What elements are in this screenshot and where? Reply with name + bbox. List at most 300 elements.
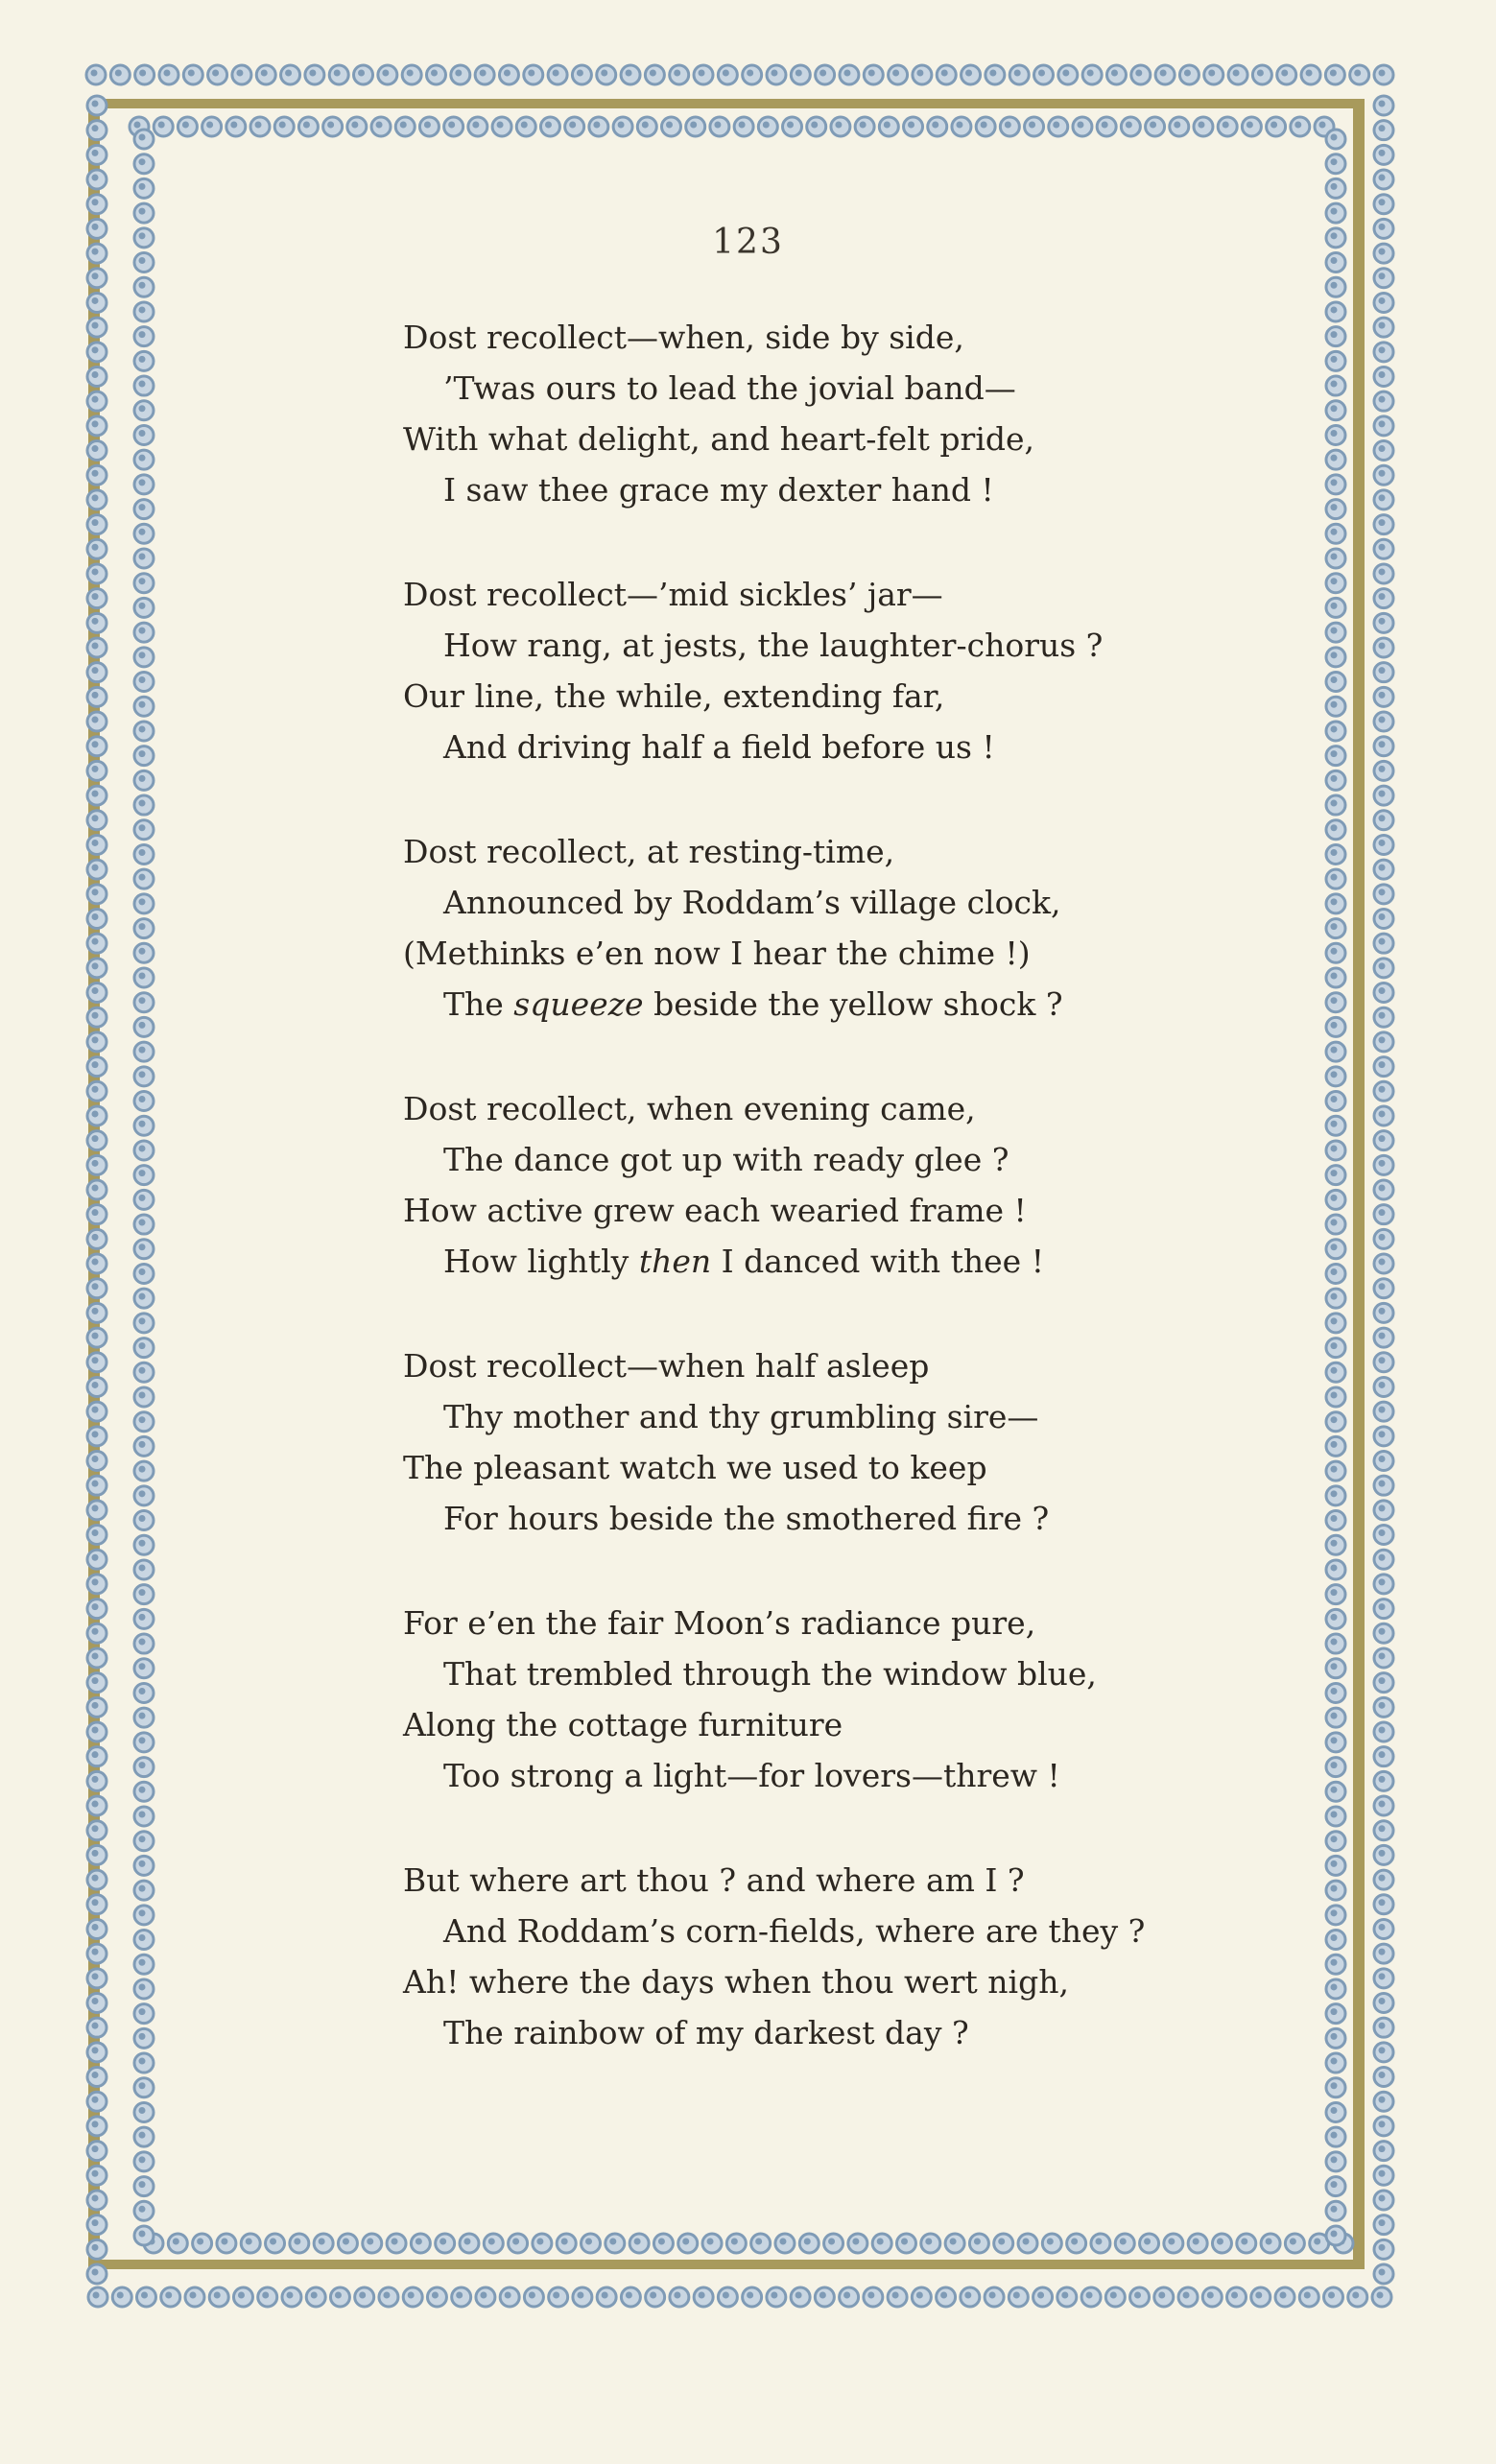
border-bead-dot xyxy=(1160,70,1167,77)
border-bead-dot xyxy=(139,1737,146,1743)
border-bead-dot xyxy=(351,122,358,129)
poem-line: Too strong a light—for lovers—threw ! xyxy=(443,1757,1060,1794)
border-bead-dot xyxy=(1379,470,1386,477)
border-bead-dot xyxy=(699,70,705,77)
border-bead-dot xyxy=(1328,2292,1335,2299)
border-bead-dot xyxy=(139,603,146,609)
border-bead-dot xyxy=(1331,1959,1338,1966)
border-bead-dot xyxy=(1331,725,1338,732)
border-bead-dot xyxy=(1330,70,1337,77)
poem-line: The rainbow of my darkest day ? xyxy=(443,2014,969,2051)
poem-line: How rang, at jests, the laughter-chorus ? xyxy=(443,627,1104,664)
border-bead-dot xyxy=(1379,1727,1386,1734)
border-bead-dot xyxy=(92,717,99,723)
border-bead-dot xyxy=(319,2239,325,2245)
border-bead-dot xyxy=(1331,554,1338,560)
poem-line: Along the cottage furniture xyxy=(403,1706,843,1743)
border-bead-dot xyxy=(1241,2239,1247,2245)
border-bead-dot xyxy=(1379,1357,1386,1363)
border-bead-dot xyxy=(92,791,99,797)
border-bead-dot xyxy=(940,2292,947,2299)
border-bead-dot xyxy=(1331,331,1338,338)
border-bead-dot xyxy=(92,1875,99,1882)
border-bead-dot xyxy=(261,70,268,77)
border-bead-dot xyxy=(1135,70,1142,77)
border-bead-dot xyxy=(92,1628,99,1635)
border-bead-dot xyxy=(1281,70,1288,77)
border-bead-dot xyxy=(139,1342,146,1349)
border-bead-dot xyxy=(1029,122,1035,129)
border-bead-dot xyxy=(173,2239,179,2245)
emphasized-word: then xyxy=(638,1243,712,1280)
border-bead-dot xyxy=(1331,1342,1338,1349)
border-bead-dot xyxy=(1379,865,1386,871)
border-bead-dot xyxy=(480,2292,487,2299)
border-bead-dot xyxy=(141,2292,148,2299)
border-bead-dot xyxy=(1038,70,1045,77)
border-bead-dot xyxy=(400,122,407,129)
border-bead-dot xyxy=(577,2292,583,2299)
border-bead-dot xyxy=(1331,701,1338,708)
stanza xyxy=(403,1855,1219,2058)
border-bead-dot xyxy=(1379,1086,1386,1093)
border-bead-dot xyxy=(1120,2239,1127,2245)
poem-line: That trembled through the window blue, xyxy=(443,1655,1097,1693)
border-bead-dot xyxy=(512,2239,519,2245)
border-bead-dot xyxy=(1379,1481,1386,1487)
border-bead-dot xyxy=(92,2097,99,2103)
border-bead-dot xyxy=(536,2239,543,2245)
border-bead-dot xyxy=(1331,849,1338,856)
border-bead-dot xyxy=(771,2292,777,2299)
border-bead-dot xyxy=(1208,70,1215,77)
border-bead-dot xyxy=(1331,504,1338,510)
border-bead-dot xyxy=(1331,2107,1338,2114)
border-bead-dot xyxy=(92,1135,99,1142)
border-bead-dot xyxy=(92,962,99,969)
line-text: beside the yellow shock ? xyxy=(643,985,1063,1023)
border-bead-dot xyxy=(327,122,334,129)
border-bead-dot xyxy=(1379,840,1386,846)
border-bead-dot xyxy=(1062,70,1069,77)
border-bead-dot xyxy=(92,1504,99,1511)
border-bead-dot xyxy=(965,70,972,77)
poem-line: ’Twas ours to lead the jovial band— xyxy=(443,369,1016,407)
border-bead-dot xyxy=(1379,2269,1386,2276)
border-bead-dot xyxy=(480,70,487,77)
border-bead-dot xyxy=(593,122,600,129)
border-bead-dot xyxy=(1379,70,1386,77)
border-bead-dot xyxy=(1086,2292,1093,2299)
border-bead-dot xyxy=(1331,1121,1338,1127)
border-bead-dot xyxy=(843,2292,850,2299)
border-bead-dot xyxy=(545,122,552,129)
border-bead-dot xyxy=(92,150,99,156)
border-bead-dot xyxy=(1379,272,1386,279)
border-bead-dot xyxy=(139,1614,146,1621)
border-bead-dot xyxy=(92,692,99,699)
border-bead-dot xyxy=(92,643,99,650)
border-bead-dot xyxy=(1379,1382,1386,1388)
poem xyxy=(403,312,1219,2112)
border-bead-dot xyxy=(916,2292,923,2299)
border-bead-dot xyxy=(1257,70,1264,77)
border-bead-dot xyxy=(92,1801,99,1808)
border-bead-dot xyxy=(92,2194,99,2201)
border-bead-dot xyxy=(139,997,146,1004)
border-bead-dot xyxy=(1331,1220,1338,1226)
border-bead-dot xyxy=(92,1776,99,1783)
border-bead-dot xyxy=(1331,800,1338,807)
border-bead-dot xyxy=(1379,1702,1386,1709)
border-bead-dot xyxy=(139,1564,146,1571)
border-bead-dot xyxy=(747,70,753,77)
border-bead-dot xyxy=(1379,371,1386,378)
border-bead-dot xyxy=(92,272,99,279)
border-bead-dot xyxy=(1379,1283,1386,1290)
border-bead-dot xyxy=(230,122,237,129)
border-bead-dot xyxy=(262,2292,269,2299)
border-bead-dot xyxy=(1379,2120,1386,2127)
border-bead-dot xyxy=(1379,2170,1386,2177)
border-bead-dot xyxy=(1379,1973,1386,1979)
border-bead-dot xyxy=(139,1170,146,1176)
border-bead-dot xyxy=(1331,923,1338,930)
border-bead-dot xyxy=(1134,2292,1141,2299)
border-bead-dot xyxy=(92,1234,99,1241)
border-bead-dot xyxy=(1331,824,1338,831)
border-bead-dot xyxy=(139,2107,146,2114)
border-bead-dot xyxy=(408,2292,415,2299)
border-bead-dot xyxy=(1331,282,1338,289)
border-bead-dot xyxy=(294,2239,300,2245)
border-bead-dot xyxy=(188,70,195,77)
border-bead-dot xyxy=(1331,306,1338,313)
border-bead-dot xyxy=(1379,1456,1386,1462)
border-bead-dot xyxy=(439,2239,446,2245)
border-bead-dot xyxy=(1331,356,1338,363)
border-bead-dot xyxy=(1331,676,1338,683)
border-bead-dot xyxy=(1377,2292,1384,2299)
border-bead-dot xyxy=(569,122,576,129)
border-bead-dot xyxy=(1379,1036,1386,1043)
border-bead-dot xyxy=(1331,652,1338,658)
border-bead-dot xyxy=(1379,1850,1386,1857)
border-bead-dot xyxy=(139,1466,146,1473)
border-bead-dot xyxy=(1379,791,1386,797)
border-bead-dot xyxy=(92,1481,99,1487)
border-bead-dot xyxy=(139,1293,146,1300)
border-bead-dot xyxy=(139,628,146,634)
border-bead-dot xyxy=(92,1973,99,1979)
border-bead-dot xyxy=(1077,122,1083,129)
border-bead-dot xyxy=(819,2292,826,2299)
border-bead-dot xyxy=(1231,2292,1238,2299)
border-bead-dot xyxy=(1379,150,1386,156)
border-bead-dot xyxy=(92,199,99,205)
border-bead-dot xyxy=(92,913,99,920)
border-bead-dot xyxy=(92,1702,99,1709)
border-bead-dot xyxy=(1331,1071,1338,1078)
border-bead-dot xyxy=(1331,603,1338,609)
border-bead-dot xyxy=(521,122,528,129)
border-bead-dot xyxy=(139,1589,146,1596)
border-bead-dot xyxy=(1379,346,1386,353)
poem-line: For hours beside the smothered fire ? xyxy=(443,1500,1050,1537)
border-bead-dot xyxy=(1331,1268,1338,1275)
border-bead-dot xyxy=(92,297,99,304)
border-bead-dot xyxy=(1331,1047,1338,1054)
border-bead-dot xyxy=(1331,529,1338,535)
border-bead-dot xyxy=(158,122,165,129)
border-bead-dot xyxy=(92,987,99,994)
border-bead-dot xyxy=(787,122,794,129)
border-bead-dot xyxy=(1331,183,1338,190)
border-bead-dot xyxy=(964,2292,971,2299)
line-text: The xyxy=(443,985,514,1023)
border-bead-dot xyxy=(1037,2292,1044,2299)
border-bead-dot xyxy=(139,1934,146,1941)
border-bead-dot xyxy=(1331,1441,1338,1448)
poem-line: And Roddam’s corn-fields, where are they ? xyxy=(443,1912,1146,1950)
border-bead-dot xyxy=(1331,2132,1338,2139)
border-bead-dot xyxy=(1379,913,1386,920)
border-bead-dot xyxy=(1379,667,1386,674)
border-bead-dot xyxy=(1379,494,1386,501)
border-bead-dot xyxy=(1331,1416,1338,1423)
poem-line: And driving half a field before us ! xyxy=(443,728,995,766)
poem-line: For e’en the fair Moon’s radiance pure, xyxy=(403,1604,1036,1642)
border-bead-dot xyxy=(747,2292,753,2299)
border-gold-band xyxy=(88,99,1365,108)
border-bead-dot xyxy=(1331,1466,1338,1473)
border-bead-dot xyxy=(139,898,146,905)
border-bead-dot xyxy=(92,1086,99,1093)
border-bead-dot xyxy=(139,1836,146,1842)
border-bead-dot xyxy=(1379,1998,1386,2004)
border-bead-dot xyxy=(1061,2292,1068,2299)
border-bead-dot xyxy=(852,2239,859,2245)
border-bead-dot xyxy=(1331,158,1338,165)
border-bead-dot xyxy=(134,122,141,129)
border-bead-dot xyxy=(139,1047,146,1054)
border-bead-dot xyxy=(139,1812,146,1818)
border-bead-dot xyxy=(626,70,632,77)
border-bead-dot xyxy=(92,1160,99,1167)
border-bead-dot xyxy=(92,766,99,772)
border-bead-dot xyxy=(92,1357,99,1363)
border-bead-dot xyxy=(92,888,99,895)
border-bead-dot xyxy=(1110,2292,1117,2299)
border-bead-dot xyxy=(92,470,99,477)
border-bead-dot xyxy=(139,1317,146,1324)
border-bead-dot xyxy=(139,1071,146,1078)
border-bead-dot xyxy=(1071,2239,1078,2245)
border-bead-dot xyxy=(139,1022,146,1029)
border-bead-dot xyxy=(92,2047,99,2053)
border-bead-dot xyxy=(139,1367,146,1374)
border-bead-dot xyxy=(1379,717,1386,723)
border-bead-dot xyxy=(1379,2023,1386,2029)
border-bead-dot xyxy=(1331,2156,1338,2163)
stanza xyxy=(403,569,1219,772)
border-bead-dot xyxy=(238,2292,245,2299)
border-bead-dot xyxy=(221,2239,227,2245)
border-bead-dot xyxy=(553,2292,559,2299)
border-bead-dot xyxy=(456,2292,463,2299)
border-bead-dot xyxy=(92,2269,99,2276)
border-bead-dot xyxy=(811,122,818,129)
border-bead-dot xyxy=(1379,1135,1386,1142)
border-bead-dot xyxy=(1266,2239,1272,2245)
border-bead-dot xyxy=(1331,1812,1338,1818)
border-bead-dot xyxy=(358,70,365,77)
poem-line: Thy mother and thy grumbling sire— xyxy=(443,1398,1039,1435)
border-bead-dot xyxy=(642,122,649,129)
border-bead-dot xyxy=(1331,1022,1338,1029)
border-bead-dot xyxy=(92,1209,99,1216)
border-bead-dot xyxy=(1331,1614,1338,1621)
border-bead-dot xyxy=(139,1121,146,1127)
border-bead-dot xyxy=(1379,101,1386,107)
border-bead-dot xyxy=(139,529,146,535)
border-bead-dot xyxy=(285,70,292,77)
border-bead-dot xyxy=(1379,1875,1386,1882)
border-bead-dot xyxy=(1005,122,1011,129)
border-bead-dot xyxy=(139,1663,146,1670)
border-bead-dot xyxy=(1331,2033,1338,2040)
border-bead-dot xyxy=(1331,134,1338,141)
border-bead-dot xyxy=(139,652,146,658)
border-bead-dot xyxy=(529,2292,535,2299)
border-bead-dot xyxy=(286,2292,293,2299)
border-bead-dot xyxy=(424,122,431,129)
border-bead-dot xyxy=(771,70,777,77)
border-bead-dot xyxy=(1379,199,1386,205)
border-bead-dot xyxy=(1379,593,1386,600)
border-bead-dot xyxy=(505,2292,511,2299)
border-bead-dot xyxy=(1053,122,1059,129)
border-bead-dot xyxy=(139,948,146,955)
border-bead-dot xyxy=(139,1688,146,1694)
border-bead-dot xyxy=(246,2239,252,2245)
border-bead-dot xyxy=(1255,2292,1262,2299)
border-bead-dot xyxy=(884,122,890,129)
border-bead-dot xyxy=(92,1825,99,1832)
border-bead-dot xyxy=(139,70,146,77)
border-bead-dot xyxy=(974,2239,981,2245)
border-bead-dot xyxy=(139,479,146,486)
border-bead-dot xyxy=(1331,381,1338,388)
border-bead-dot xyxy=(139,2181,146,2188)
poem-line: How active grew each wearied frame ! xyxy=(403,1192,1027,1229)
border-bead-dot xyxy=(1331,1885,1338,1892)
border-bead-dot xyxy=(92,568,99,575)
border-bead-dot xyxy=(1379,420,1386,427)
border-bead-dot xyxy=(1331,1195,1338,1201)
border-bead-dot xyxy=(1207,2292,1214,2299)
border-bead-dot xyxy=(92,322,99,329)
border-bead-dot xyxy=(92,2145,99,2152)
border-bead-dot xyxy=(1379,692,1386,699)
border-bead-dot xyxy=(723,2292,729,2299)
border-bead-dot xyxy=(92,741,99,747)
border-bead-dot xyxy=(1379,1776,1386,1783)
border-bead-dot xyxy=(1306,70,1313,77)
border-bead-dot xyxy=(139,2058,146,2065)
border-bead-dot xyxy=(1331,1860,1338,1867)
border-bead-dot xyxy=(367,2239,373,2245)
border-bead-dot xyxy=(901,2239,908,2245)
border-bead-dot xyxy=(1331,2206,1338,2213)
border-bead-dot xyxy=(139,676,146,683)
border-bead-dot xyxy=(1379,2047,1386,2053)
border-bead-dot xyxy=(139,134,146,141)
border-bead-dot xyxy=(1379,766,1386,772)
border-bead-dot xyxy=(1331,898,1338,905)
border-bead-dot xyxy=(92,101,99,107)
border-bead-dot xyxy=(92,2120,99,2127)
border-bead-dot xyxy=(1379,1012,1386,1019)
border-bead-dot xyxy=(1331,1983,1338,1990)
border-bead-dot xyxy=(139,1268,146,1275)
border-bead-dot xyxy=(1379,987,1386,994)
border-bead-dot xyxy=(1379,888,1386,895)
border-bead-dot xyxy=(139,405,146,412)
border-bead-dot xyxy=(139,800,146,807)
border-bead-dot xyxy=(1379,1924,1386,1931)
border-bead-dot xyxy=(92,1456,99,1462)
border-bead-dot xyxy=(1379,396,1386,403)
border-bead-dot xyxy=(1331,1244,1338,1250)
border-bead-dot xyxy=(92,1308,99,1315)
border-bead-dot xyxy=(214,2292,221,2299)
border-bead-dot xyxy=(92,1283,99,1290)
border-bead-dot xyxy=(1331,1317,1338,1324)
border-bead-dot xyxy=(1014,70,1021,77)
border-bead-dot xyxy=(981,122,987,129)
border-bead-dot xyxy=(714,122,721,129)
border-bead-dot xyxy=(139,2008,146,2015)
border-bead-dot xyxy=(92,1529,99,1536)
border-bead-dot xyxy=(707,2239,714,2245)
border-bead-dot xyxy=(448,122,455,129)
border-bead-dot xyxy=(139,874,146,881)
border-bead-dot xyxy=(1331,1540,1338,1547)
border-bead-dot xyxy=(92,1259,99,1266)
poem-line xyxy=(403,1236,1219,1287)
border-bead-dot xyxy=(1331,1713,1338,1719)
border-bead-dot xyxy=(892,70,899,77)
border-bead-dot xyxy=(835,122,842,129)
border-bead-dot xyxy=(92,2072,99,2078)
border-bead-dot xyxy=(1379,1160,1386,1167)
border-bead-dot xyxy=(139,2033,146,2040)
border-bead-dot xyxy=(92,1554,99,1561)
border-bead-dot xyxy=(1379,1259,1386,1266)
border-bead-dot xyxy=(139,923,146,930)
border-bead-dot xyxy=(1331,1663,1338,1670)
border-bead-dot xyxy=(139,1096,146,1102)
border-bead-dot xyxy=(1331,750,1338,757)
border-bead-dot xyxy=(989,2292,996,2299)
border-bead-dot xyxy=(139,1220,146,1226)
border-bead-dot xyxy=(843,70,850,77)
border-bead-dot xyxy=(92,1899,99,1906)
border-bead-dot xyxy=(1184,70,1191,77)
border-bead-dot xyxy=(1193,2239,1199,2245)
border-bead-dot xyxy=(472,122,479,129)
